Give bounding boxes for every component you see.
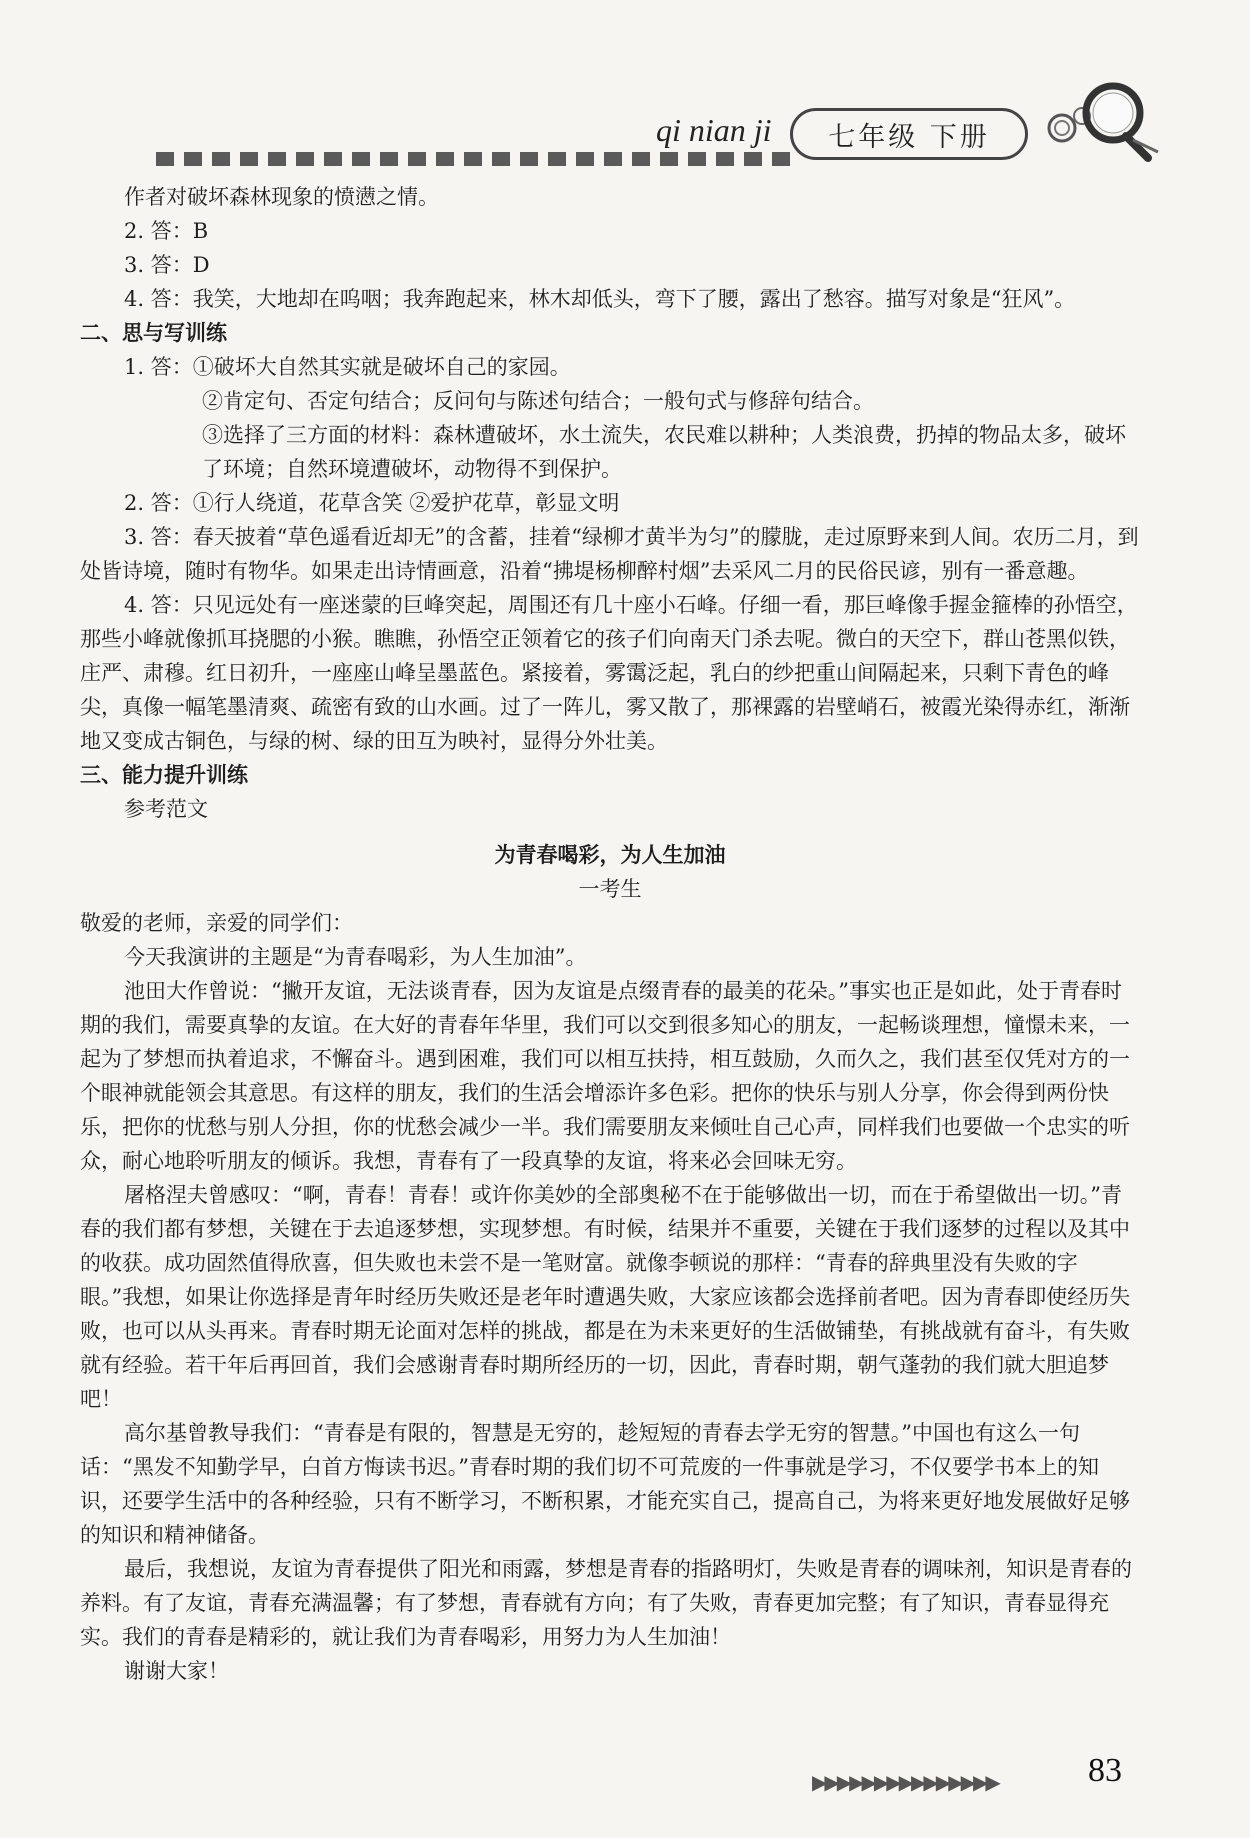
answer-write-1-3: ③选择了三方面的材料：森林遭破坏，水土流失，农民难以耕种；人类浪费，扔掉的物品太多，破坏了环境；自然环境遭破坏，动物得不到保护。 [202, 423, 1126, 481]
essay-paragraph-3: 屠格涅夫曾感叹：“啊，青春！青春！或许你美妙的全部奥秘不在于能够做出一切，而在于希望做出一切。”青春的我们都有梦想，关键在于去追逐梦想，实现梦想。有时候，结果并不重要，关键在于我们逐梦的过程以及其中的收获。成功固然值得欣喜，但失败也未尝不是一笔财富。就像李顿说的那样：“青春的辞典里没有失败的字眼。”我想，如果让你选择是青年时经历失败还是老年时遭遇失败，大家应该都会选择前者吧。因为青春即使经历失败，也可以从头再来。青春时期无论面对怎样的挑战，都是在为未来更好的生活做铺垫，有挑战就有奋斗，有失败就有经验。若干年后再回首，我们会感谢青春时期所经历的一切，因此，青春时期，朝气蓬勃的我们就大胆追梦吧！ [80, 1183, 1131, 1411]
grade-label: 七年级 下册 [790, 108, 1028, 160]
essay-paragraph-5: 最后，我想说，友谊为青春提供了阳光和雨露，梦想是青春的指路明灯，失败是青春的调味剂，知识是青春的养料。有了友谊，青春充满温馨；有了梦想，青春就有方向；有了失败，青春更加完整；有了知识，青春显得充实。我们的青春是精彩的，就让我们为青春喝彩，用努力为人生加油！ [80, 1557, 1132, 1649]
answer-write-1-2: ②肯定句、否定句结合；反问句与陈述句结合；一般句式与修辞句结合。 [202, 389, 874, 413]
answer-content [80, 180, 1140, 1688]
section-heading-3: 三、能力提升训练 [80, 763, 248, 787]
magnifier-icon [1030, 78, 1170, 168]
header-dash-bar [156, 152, 792, 166]
brand-text: qi nian ji [656, 112, 772, 148]
page-number: 83 [1088, 1752, 1122, 1789]
essay-paragraph-1: 今天我演讲的主题是“为青春喝彩，为人生加油”。 [124, 945, 587, 969]
answer-write-1: 1. 答：①破坏大自然其实就是破坏自己的家园。 [124, 355, 571, 379]
answer-write-4: 4. 答：只见远处有一座迷蒙的巨峰突起，周围还有几十座小石峰。仔细一看，那巨峰像手握金箍棒的孙悟空，那些小峰就像抓耳挠腮的小猴。瞧瞧，孙悟空正领着它的孩子们向南天门杀去呢。微白的天空下，群山苍黑似铁，庄严、肃穆。红日初升，一座座山峰呈墨蓝色。紧接着，雾霭泛起，乳白的纱把重山间隔起来，只剩下青色的峰尖，真像一幅笔墨清爽、疏密有致的山水画。过了一阵儿，雾又散了，那裸露的岩壁峭石，被霞光染得赤红，渐渐地又变成古铜色，与绿的树、绿的田互为映衬，显得分外壮美。 [80, 593, 1138, 753]
essay-closing: 谢谢大家！ [124, 1659, 229, 1683]
section-heading-2: 二、思与写训练 [80, 321, 227, 345]
essay-paragraph-4: 高尔基曾教导我们：“青春是有限的，智慧是无穷的，趁短短的青春去学无穷的智慧。”中国也有这么一句话：“黑发不知勤学早，白首方悔读书迟。”青春时期的我们切不可荒废的一件事就是学习，不仅要学书本上的知识，还要学生活中的各种经验，只有不断学习，不断积累，才能充实自己，提高自己，为将来更好地发展做好足够的知识和精神储备。 [80, 1421, 1130, 1547]
essay-salutation: 敬爱的老师，亲爱的同学们： [80, 911, 353, 935]
footer-arrows-icon: ▶▶▶▶▶▶▶▶▶▶▶▶▶▶▶ [812, 1770, 998, 1794]
answer-line-continuation: 作者对破坏森林现象的愤懑之情。 [124, 185, 439, 209]
essay-author: 一考生 [578, 877, 642, 901]
answer-4: 4. 答：我笑，大地却在呜咽；我奔跑起来，林木却低头，弯下了腰，露出了愁容。描写对象是“狂风”。 [124, 287, 1076, 311]
answer-2: 2. 答：B [124, 219, 209, 243]
answer-3: 3. 答：D [124, 253, 210, 277]
essay-paragraph-2: 池田大作曾说：“撇开友谊，无法谈青春，因为友谊是点缀青春的最美的花朵。”事实也正是如此，处于青春时期的我们，需要真挚的友谊。在大好的青春年华里，我们可以交到很多知心的朋友，一起畅谈理想，憧憬未来，一起为了梦想而执着追求，不懈奋斗。遇到困难，我们可以相互扶持，相互鼓励，久而久之，我们甚至仅凭对方的一个眼神就能领会其意思。有这样的朋友，我们的生活会增添许多色彩。把你的快乐与别人分享，你会得到两份快乐，把你的忧愁与别人分担，你的忧愁会减少一半。我们需要朋友来倾吐自己心声，同样我们也要做一个忠实的听众，耐心地聆听朋友的倾诉。我想，青春有了一段真挚的友谊，将来必会回味无穷。 [80, 979, 1130, 1173]
answer-write-3: 3. 答：春天披着“草色遥看近却无”的含蓄，挂着“绿柳才黄半为匀”的朦胧，走过原野来到人间。农历二月，到处皆诗境，随时有物华。如果走出诗情画意，沿着“拂堤杨柳醉村烟”去采风二月的民俗民谚，别有一番意趣。 [80, 525, 1139, 583]
reference-label: 参考范文 [124, 797, 208, 821]
essay-title: 为青春喝彩，为人生加油 [494, 843, 726, 867]
answer-write-2: 2. 答：①行人绕道，花草含笑 ②爱护花草，彰显文明 [124, 491, 620, 515]
